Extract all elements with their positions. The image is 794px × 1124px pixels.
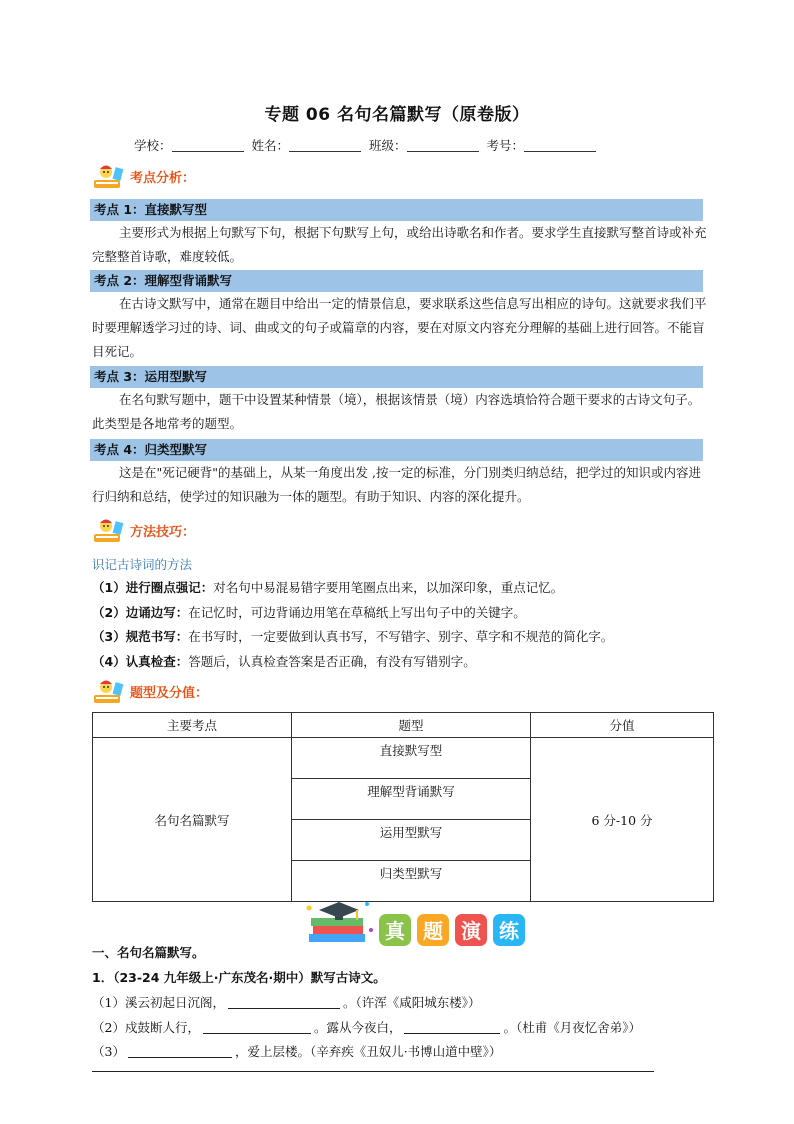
line-text-after: 。（杜甫《月夜忆舍弟》） [503,1020,641,1035]
question-line [92,993,480,1011]
answer-blank[interactable] [404,1021,500,1034]
bottom-rule [92,1071,654,1072]
point-4-text: 这是在"死记硬背"的基础上，从某一角度出发 ,按一定的标准，分门别类归纳总结，把学过的知识或内容进行归纳和总结，使学过的知识融为一体的题型。有助于知识、内容的深化提升。 [92,465,701,504]
method-item [92,603,526,621]
type-cell: 直接默写型 [292,738,531,779]
class-label: 班级： [369,138,407,153]
school-label: 学校： [134,138,172,153]
method-item [92,652,476,670]
method-item-text: 对名句中易混易错字要用笔圈点出来，以加深印象，重点记忆。 [213,580,564,595]
practice-banner [305,900,535,952]
student-reading-icon [92,677,126,705]
method-item-label: （2）边诵边写： [92,605,189,620]
scoring-table [92,712,714,902]
point-2-band: 考点 2：理解型背诵默写 [90,270,703,292]
line-text-before: （2）戍鼓断人行， [92,1020,200,1035]
table-header-cell: 题型 [292,713,531,738]
line-text-after: 。（许浑《咸阳城东楼》） [342,995,481,1010]
point-4-band: 考点 4：归类型默写 [90,439,703,461]
point-3-text: 在名句默写题中，题干中设置某种情景（境），根据该情景（境）内容选填恰符合题干要求的古诗文句子。此类型是各地常考的题型。 [92,392,701,431]
score-cell: 6 分-10 分 [531,738,714,902]
scoring-heading-label: 题型及分值： [130,685,209,701]
class-blank[interactable] [407,139,479,152]
type-cell: 运用型默写 [292,820,531,861]
method-item-text: 在书写时，一定要做到认真书写，不写错字、别字、草字和不规范的简化字。 [188,629,614,644]
type-cell: 理解型背诵默写 [292,779,531,820]
document-title: 专题 06 名句名篇默写（原卷版） [264,105,530,125]
question-prompt: 默写古诗文。 [310,970,386,985]
question-source: （23-24 九年级上·广东茂名·期中） [113,970,311,985]
point-3-band: 考点 3：运用型默写 [90,366,703,388]
student-reading-icon [92,516,126,544]
table-header-row [93,713,714,738]
analysis-heading-label: 考点分析： [130,170,196,186]
banner-char: 真 [385,919,405,943]
student-reading-icon [92,162,126,190]
answer-blank[interactable] [203,1021,311,1034]
name-blank[interactable] [289,139,361,152]
line-text-middle: 。露从今夜白， [313,1020,402,1035]
school-blank[interactable] [172,139,244,152]
banner-char: 题 [423,919,443,943]
main-point-cell: 名句名篇默写 [93,738,292,902]
method-item-text: 在记忆时，可边背诵边用笔在草稿纸上写出句子中的关键字。 [188,605,526,620]
method-item-text: 答题后，认真检查答案是否正确，有没有写错别字。 [188,654,476,669]
line-text-after: ，爱上层楼。（辛弃疾《丑奴儿·书博山道中壁》） [234,1044,502,1059]
method-item-label: （1）进行圈点强记： [92,580,214,595]
name-label: 姓名： [251,138,290,153]
point-1-text: 主要形式为根据上句默写下句，根据下句默写上句，或给出诗歌名和作者。要求学生直接默写整首诗或补充完整整首诗歌，难度较低。 [92,225,707,264]
type-cell: 归类型默写 [292,861,531,902]
method-item-label: （4）认真检查： [92,654,189,669]
analysis-heading [92,162,195,190]
question-line [92,1042,501,1060]
line-text-before: （1）溪云初起日沉阁， [92,995,225,1010]
table-row [93,738,714,779]
point-2-text: 在古诗文默写中，通常在题目中给出一定的情景信息，要求联系这些信息写出相应的诗句。这就要求我们平时要理解透学习过的诗、词、曲或文的句子或篇章的内容，要在对原文内容充分理解的基础上进行回答。不能盲目死记。 [92,296,707,359]
answer-blank[interactable] [128,1045,232,1058]
number-label: 考号： [486,138,525,153]
method-item [92,578,563,596]
line-text-before: （3） [92,1044,125,1059]
method-item-label: （3）规范书写： [92,629,189,644]
question-section-title: 一、名句名篇默写。 [92,945,205,960]
methods-heading-label: 方法技巧： [130,524,196,540]
scoring-heading [92,677,208,705]
method-item [92,627,613,645]
question-number: 1． [92,970,114,985]
point-1-band: 考点 1：直接默写型 [90,199,703,221]
methods-heading [92,516,195,544]
banner-char: 演 [461,919,481,943]
question-1-header [92,968,386,986]
answer-blank[interactable] [228,996,340,1009]
books-graduation-icon [307,902,374,942]
banner-char: 练 [499,919,519,943]
table-header-cell: 主要考点 [93,713,292,738]
question-line [92,1018,641,1036]
methods-subtitle: 识记古诗词的方法 [92,557,193,572]
student-info-line [134,136,600,154]
number-blank[interactable] [524,139,596,152]
table-header-cell: 分值 [531,713,714,738]
